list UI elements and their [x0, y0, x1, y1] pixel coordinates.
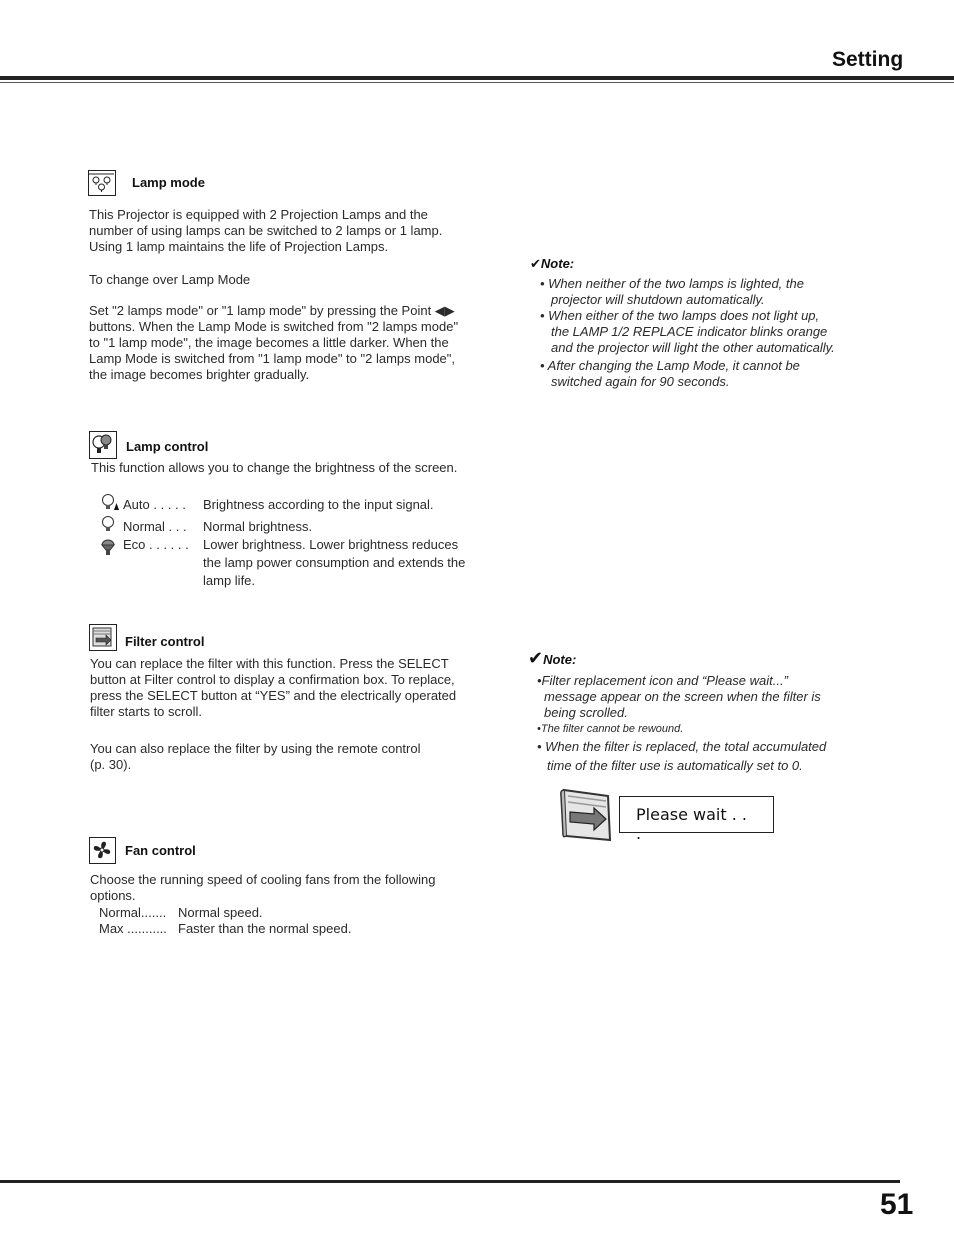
text-line: Lamp Mode is switched from "1 lamp mode" to "2 lamps mode", — [89, 351, 455, 366]
fan-option-max-label: Max ........... — [99, 921, 167, 936]
text-line: press the SELECT button at “YES” and the electrically operated — [90, 688, 457, 703]
bulb-normal-icon — [100, 515, 116, 538]
filter-control-heading: Filter control — [125, 634, 205, 649]
fan-control-heading: Fan control — [125, 843, 196, 858]
text-line: the lamp power consumption and extends the — [203, 555, 466, 570]
note-line: • When neither of the two lamps is lighted, the — [540, 276, 804, 291]
option-normal-label: Normal . . . — [123, 519, 187, 534]
note-label: Note: — [543, 652, 577, 667]
lamp-mode-note-title — [530, 256, 574, 272]
filter-control-para2 — [90, 741, 510, 773]
fan-option-max-desc: Faster than the normal speed. — [178, 921, 352, 936]
text-line: Using 1 lamp maintains the life of Projection Lamps. — [89, 239, 389, 254]
text-line: Choose the running speed of cooling fans from the following — [90, 872, 436, 887]
check-icon: ✔ — [528, 648, 544, 668]
note-line: •The filter cannot be rewound. — [537, 723, 684, 735]
lamp-mode-heading: Lamp mode — [132, 175, 205, 190]
note-label: Note: — [540, 256, 575, 271]
note-line: • When the filter is replaced, the total accumulated — [537, 739, 827, 754]
filter-replace-icon — [558, 786, 616, 849]
section-title: Setting — [832, 48, 904, 71]
text-line: options. — [90, 888, 136, 903]
note-line: time of the filter use is automatically set to 0. — [547, 758, 803, 773]
text-line: the image becomes brighter gradually. — [89, 367, 310, 382]
lamp-control-heading: Lamp control — [126, 439, 209, 454]
note-line: being scrolled. — [544, 705, 628, 720]
fan-icon — [89, 837, 116, 864]
text-line: number of using lamps can be switched to 2 lamps or 1 lamp. — [89, 223, 443, 238]
fan-control-para — [90, 872, 510, 904]
bulb-auto-icon — [100, 493, 120, 516]
filter-notes — [537, 673, 867, 775]
option-eco-label: Eco . . . . . . — [123, 537, 189, 552]
text-line: buttons. When the Lamp Mode is switched from "2 lamps mode" — [89, 319, 459, 334]
header-rule-thin — [0, 82, 954, 83]
text-line: filter starts to scroll. — [90, 704, 202, 719]
option-auto-desc: Brightness according to the input signal. — [203, 497, 434, 512]
option-auto-label: Auto . . . . . — [123, 497, 186, 512]
lamp-control-desc: This function allows you to change the brightness of the screen. — [91, 460, 458, 475]
text-line: to "1 lamp mode", the image becomes a little darker. When the — [89, 335, 449, 350]
note-line: and the projector will light the other automatically. — [551, 340, 835, 355]
option-eco-desc — [203, 536, 503, 590]
filter-icon — [89, 624, 117, 651]
lamp-mode-para2: To change over Lamp Mode — [89, 272, 251, 287]
lamp-mode-notes — [540, 276, 865, 390]
text-line: You can also replace the filter by using the remote control — [90, 741, 421, 756]
text-line: You can replace the filter with this function. Press the SELECT — [90, 656, 449, 671]
lamp-mode-para1 — [89, 207, 509, 255]
header-rule — [0, 76, 954, 80]
text-line: This Projector is equipped with 2 Projection Lamps and the — [89, 207, 428, 222]
option-normal-desc: Normal brightness. — [203, 519, 313, 534]
fan-option-normal-label: Normal....... — [99, 905, 167, 920]
text-line: Set "2 lamps mode" or "1 lamp mode" by pressing the Point ◀▶ — [89, 303, 455, 318]
note-item — [540, 358, 865, 390]
note-line: projector will shutdown automatically. — [551, 292, 765, 307]
note-item — [540, 276, 865, 308]
lamp-control-icon — [89, 431, 117, 459]
note-line: switched again for 90 seconds. — [551, 374, 730, 389]
filter-note-title — [528, 648, 576, 669]
fan-option-normal-desc: Normal speed. — [178, 905, 263, 920]
note-line: • After changing the Lamp Mode, it cannot be — [540, 358, 800, 373]
note-line: message appear on the screen when the filter is — [544, 689, 821, 704]
footer-rule — [0, 1180, 900, 1183]
bulb-eco-icon — [100, 538, 116, 563]
lamp-mode-icon — [88, 170, 116, 196]
please-wait-message: Please wait . . . — [619, 796, 774, 833]
page-number: 51 — [880, 1188, 914, 1221]
note-line: • When either of the two lamps does not light up, — [540, 308, 820, 323]
note-line: the LAMP 1/2 REPLACE indicator blinks orange — [551, 324, 828, 339]
check-icon: ✔ — [530, 256, 541, 271]
note-line: •Filter replacement icon and “Please wait...” — [537, 673, 788, 688]
text-line: (p. 30). — [90, 757, 132, 772]
text-line: lamp life. — [203, 573, 256, 588]
note-item — [540, 308, 865, 356]
filter-control-para1 — [90, 656, 510, 720]
text-line: button at Filter control to display a confirmation box. To replace, — [90, 672, 455, 687]
text-line: Lower brightness. Lower brightness reduces — [203, 537, 459, 552]
lamp-mode-para3 — [89, 303, 509, 383]
